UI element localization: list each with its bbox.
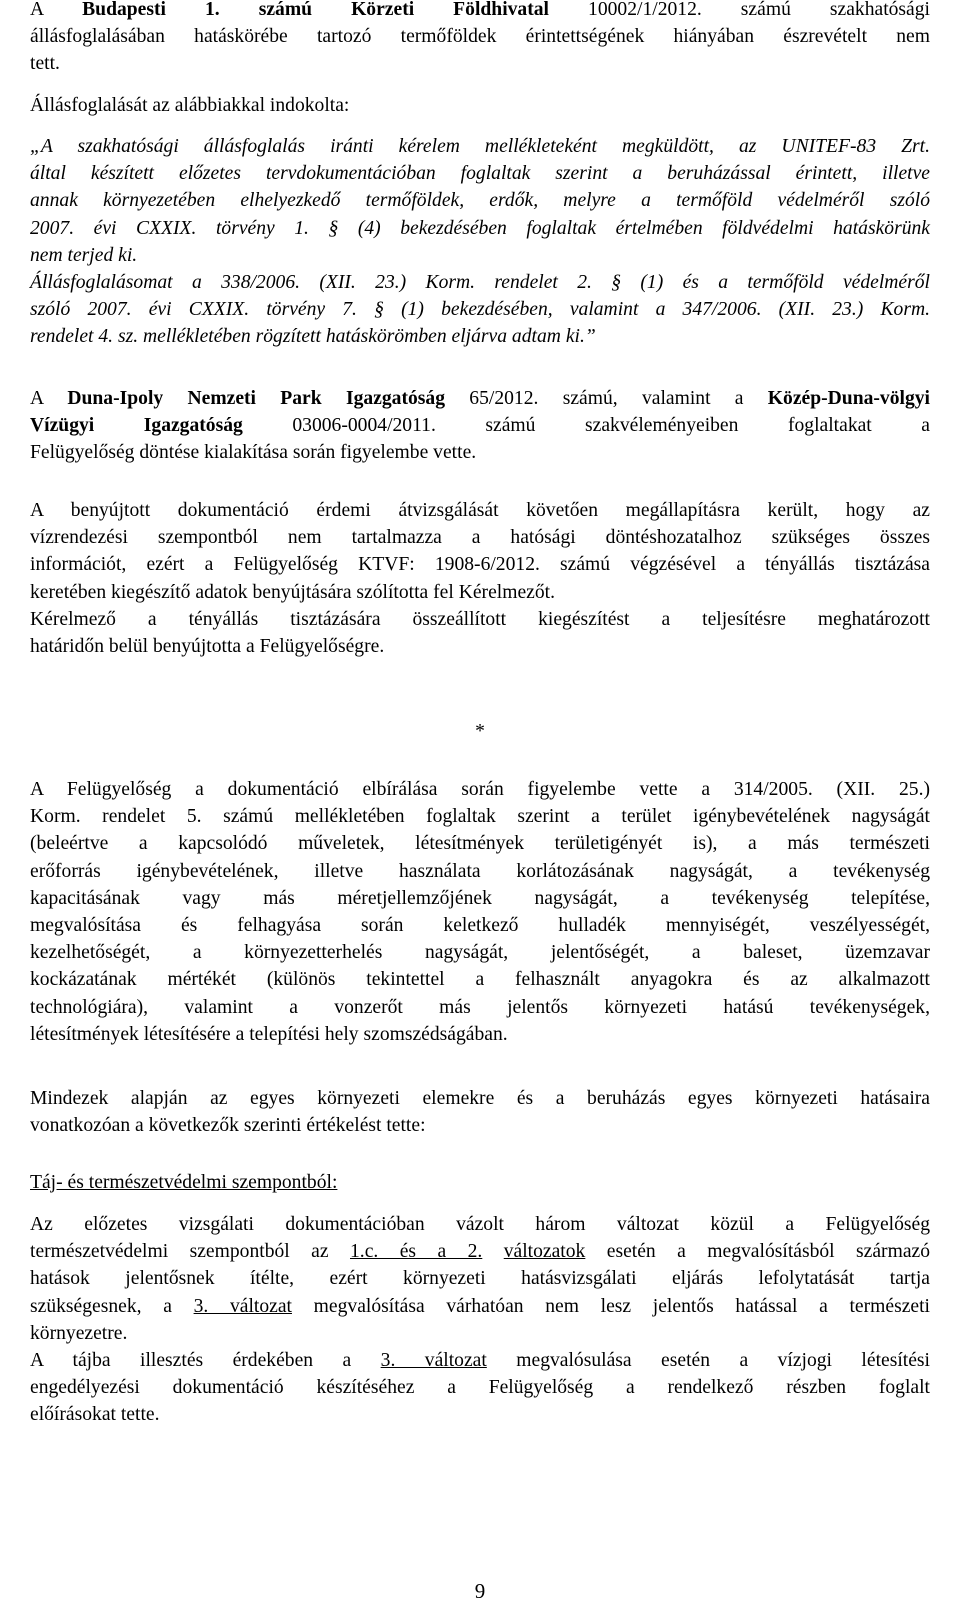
national-park-name: Duna-Ipoly Nemzeti Park Igazgatóság	[67, 388, 445, 409]
page-number: 9	[474, 1579, 486, 1603]
section-heading-landscape: Táj- és természetvédelmi szempontból:	[30, 1172, 338, 1193]
paragraph-documentation-review: A benyújtott dokumentáció érdemi átvizsgálását követően megállapításra került, hogy az vízrendezési szempontból nem tartalmazza a hatósági döntéshozatalhoz szükséges összes információt, ezért a Felügyelőség KTVF: 1908-6/2012. számú végzésével a tényállás tisztázása keretében kiegészítő adatok benyújtására szólította fel Kérelmezőt. Kérelmező a tényállás tisztázására összeállított kiegészítést a teljesítésre meghatározott határidőn belül benyújtotta a Felügyelőségre.	[30, 500, 930, 658]
water-directorate-name: Vízügyi Igazgatóság	[30, 415, 243, 437]
paragraph-justification-intro: Állásfoglalását az alábbiakkal indokolta:	[30, 95, 350, 116]
quoted-opinion: „A szakhatósági állásfoglalás iránti kérelem mellékleteként megküldött, az UNITEF-83 Zrt. által készített előzetes tervdokumentációban foglaltak szerint a beruházással érintett, illetve annak környezetében elhelyezkedő termőföldek, erdők, melyre a termőföld védelméről szóló 2007. évi CXXIX. törvény 1. § (4) bekezdésében foglaltak értelmében földvédelmi hatáskörünk nem terjed ki. Állásfoglalásomat a 338/2006. (XII. 23.) Korm. rendelet 2. § (1) és a termőföld védelméről szóló 2007. évi CXXIX. törvény 7. § (1) bekezdésében, valamint a 347/2006. (XII. 23.) Korm. rendelet 4. sz. mellékletében rögzített hatáskörömben eljárva adtam ki.”	[30, 136, 930, 348]
paragraph-assessment-criteria: A Felügyelőség a dokumentáció elbírálása során figyelembe vette a 314/2005. (XII. 25.) Korm. rendelet 5. számú mellékletében foglaltak szerint a terület igénybevételének nagyságát (beleértve a kapcsolódó műveletek, létesítmények területigényét is), a más természeti erőforrás igénybevételének, illetve használata korlátozásának nagyságát, a tevékenység kapacitásának vagy más méretjellemzőjének nagyságát, a tevékenység telepítése, megvalósítása és felhagyása során keletkező hulladék mennyiségét, veszélyességét, kezelhetőségét, a környezetterhelés nagyságát, jelentőségét, a baleset, üzemzavar kockázatának mértékét (különös tekintettel a felhasznált anyagokra és az alkalmazott technológiára), valamint a vonzerőt más jelentős környezeti hatású tevékenységek, létesítmények létesítésére a telepítési hely szomszédságában.	[30, 779, 930, 1045]
paragraph-land-office: A Budapesti 1. számú Körzeti Földhivatal 10002/1/2012. számú szakhatósági állásfoglalásában hatáskörébe tartozó termőföldek érintettségének hiányában észrevételt nem tett.	[30, 0, 930, 75]
section-separator: *	[475, 721, 485, 742]
land-office-name: Budapesti 1. számú Körzeti Földhivatal	[82, 0, 549, 20]
paragraph-evaluation-intro: Mindezek alapján az egyes környezeti elemekre és a beruházás egyes környezeti hatásaira vonatkozóan a következők szerinti értékelést tette:	[30, 1088, 930, 1137]
paragraph-expert-opinions: A Duna-Ipoly Nemzeti Park Igazgatóság 65/2012. számú, valamint a Közép-Duna-völgyi Vízügyi Igazgatóság 03006-0004/2011. számú szakvéleményeiben foglaltakat a Felügyelőség döntése kialakítása során figyelembe vette.	[30, 388, 930, 464]
paragraph-landscape-assessment: Az előzetes vizsgálati dokumentációban vázolt három változat közül a Felügyelőség természetvédelmi szempontból az 1.c. és a 2. változatok esetén a megvalósításból származó hatások jelentősnek ítélte, ezért környezeti hatásvizsgálati eljárás lefolytatását tartja szükségesnek, a 3. változat megvalósítása várhatóan nem lesz jelentős hatással a természeti környezetre. A tájba illesztés érdekében a 3. változat megvalósulása esetén a vízjogi létesítési engedélyezési dokumentáció készítéséhez a Felügyelőség a rendelkező részben foglalt előírásokat tette.	[30, 1214, 931, 1426]
